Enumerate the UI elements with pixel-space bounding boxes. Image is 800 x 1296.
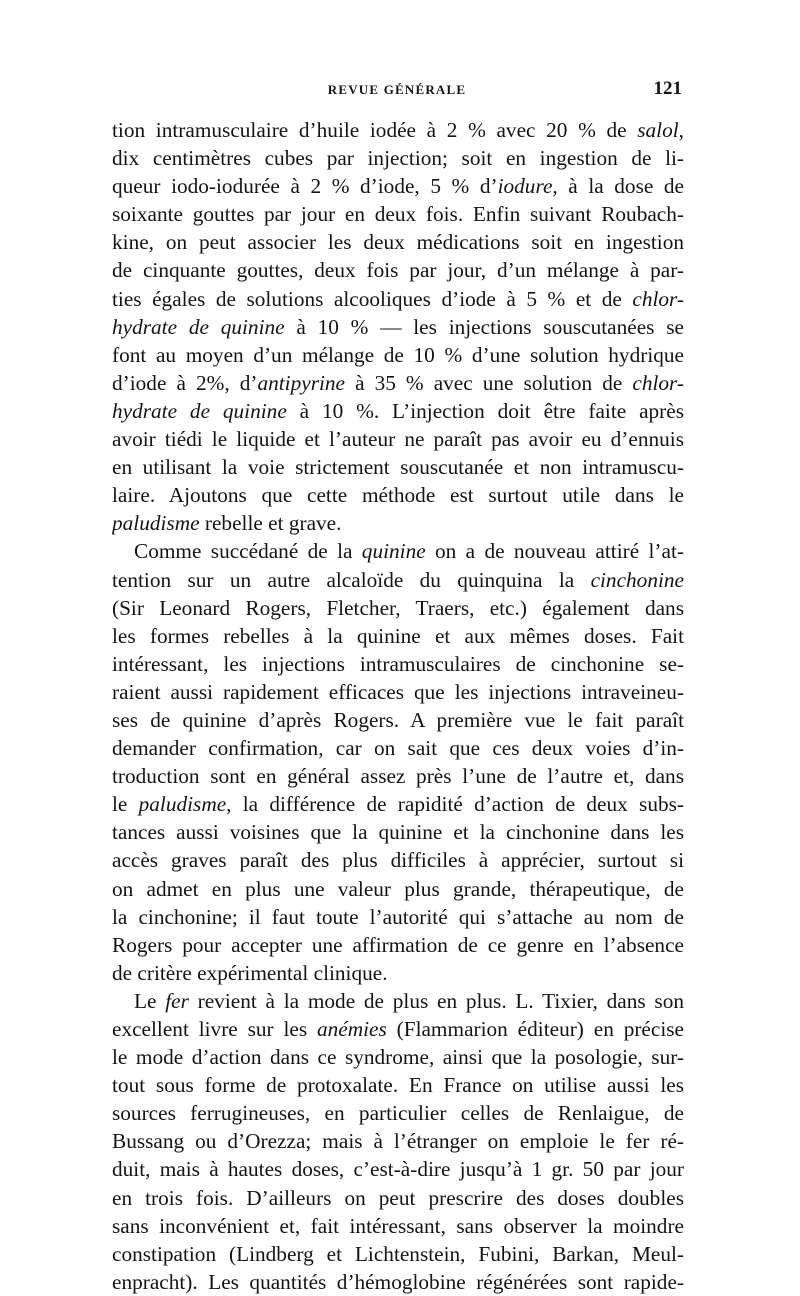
text-line	[112, 228, 684, 256]
text-line	[112, 509, 684, 537]
text-line	[112, 622, 684, 650]
text-segment: duit, mais à hautes doses, c’est-à-dire jusqu’à 1 gr. 50 par jour	[112, 1157, 684, 1182]
text-line	[112, 369, 684, 397]
text-segment: en utilisant la voie strictement souscutanée et non intramuscu-	[112, 455, 684, 480]
text-segment: enpracht). Les quantités d’hémoglobine régénérées sont rapide-	[112, 1269, 684, 1294]
text-segment: (Sir Leonard Rogers, Fletcher, Traers, etc.) également dans	[112, 595, 684, 620]
text-segment: dix centimètres cubes par injection; soit en ingestion de li-	[112, 146, 684, 171]
italic-term: chlor-	[632, 286, 684, 311]
text-segment: kine, on peut associer les deux médications soit en ingestion	[112, 230, 684, 255]
running-head: REVUE GÉNÉRALE	[327, 82, 467, 97]
text-line	[112, 425, 684, 453]
text-segment: constipation (Lindberg et Lichtenstein, Fubini, Barkan, Meul-	[112, 1241, 684, 1266]
italic-term: chlor-	[632, 370, 684, 395]
page-header	[112, 78, 682, 102]
text-line	[112, 313, 684, 341]
text-segment: tion intramusculaire d’huile iodée à 2 % avec 20 % de	[112, 118, 638, 142]
text-line	[112, 144, 684, 172]
text-segment: intéressant, les injections intramusculaires de cinchonine se-	[112, 651, 684, 676]
text-segment: les formes rebelles à la quinine et aux mêmes doses. Fait	[112, 623, 684, 648]
text-line	[112, 959, 684, 987]
text-segment: de cinquante gouttes, deux fois par jour, d’un mélange à par-	[112, 258, 684, 283]
page-number: 121	[653, 78, 682, 99]
text-line	[112, 790, 684, 818]
body-text	[112, 116, 684, 1296]
text-line	[112, 453, 684, 481]
text-segment: laire. Ajoutons que cette méthode est surtout utile dans le	[112, 483, 684, 508]
text-line	[112, 172, 684, 200]
text-segment: sources ferrugineuses, en particulier celles de Renlaigue, de	[112, 1101, 684, 1126]
italic-term: paludisme	[138, 792, 227, 817]
text-segment: ties égales de solutions alcooliques d’iode à 5 % et de	[112, 286, 633, 311]
text-line	[112, 762, 684, 790]
text-segment: on admet en plus une valeur plus grande, thérapeutique, de	[112, 876, 684, 901]
text-segment: demander confirmation, car on sait que ces deux voies d’in-	[112, 736, 684, 761]
italic-term: hydrate de quinine	[112, 398, 287, 423]
text-line	[112, 903, 684, 931]
text-segment: avoir tiédi le liquide et l’auteur ne paraît pas avoir eu d’ennuis	[112, 427, 684, 452]
text-line	[112, 594, 684, 622]
text-line	[112, 1184, 684, 1212]
italic-term: cinchonine	[590, 567, 684, 592]
text-segment: Comme succédané de la	[134, 539, 362, 564]
text-line	[112, 1071, 684, 1099]
italic-term: anémies	[316, 1017, 387, 1041]
text-segment: le	[112, 792, 139, 817]
text-segment: tances aussi voisines que la quinine et la cinchonine dans les	[112, 820, 684, 845]
text-line	[112, 397, 684, 425]
text-line	[112, 706, 684, 734]
text-segment: Le	[134, 988, 166, 1013]
text-segment: revient à la mode de plus en plus. L. Tixier, dans son	[188, 988, 684, 1013]
text-segment: en trois fois. D’ailleurs on peut prescrire des doses doubles	[112, 1185, 684, 1210]
text-line	[112, 875, 684, 903]
text-segment: à 10 %. L’injection doit être faite après	[286, 398, 684, 423]
text-segment: ses de quinine d’après Rogers. A première vue le fait paraît	[112, 707, 684, 732]
text-line	[112, 116, 684, 144]
text-segment: excellent livre sur les	[112, 1017, 317, 1041]
text-segment: on a de nouveau attiré l’at-	[425, 539, 684, 564]
italic-term: hydrate de quinine	[112, 314, 285, 339]
text-segment: le mode d’action dans ce syndrome, ainsi que la posologie, sur-	[112, 1045, 684, 1070]
text-line	[112, 285, 684, 313]
text-line	[112, 1240, 684, 1268]
text-segment: sans inconvénient et, fait intéressant, sans observer la moindre	[112, 1213, 684, 1238]
text-line	[112, 200, 684, 228]
text-segment: Rogers pour accepter une affirmation de ce genre en l’absence	[112, 932, 684, 957]
text-segment: raient aussi rapidement efficaces que les injections intraveineu-	[112, 679, 684, 704]
text-line	[112, 1015, 684, 1043]
text-line	[112, 1099, 684, 1127]
text-line	[112, 846, 684, 874]
text-segment: (Flammarion éditeur) en précise	[386, 1017, 684, 1041]
text-segment: tout sous forme de protoxalate. En France on utilise aussi les	[112, 1073, 684, 1098]
text-line	[112, 566, 684, 594]
text-segment: troduction sont en général assez près l’une de l’autre et, dans	[112, 764, 684, 789]
text-segment: d’iode à 2%, d’	[112, 370, 258, 395]
text-segment: soixante gouttes par jour en deux fois. Enfin suivant Roubach-	[112, 202, 684, 227]
text-segment: Bussang ou d’Orezza; mais à l’étranger on emploie le fer ré-	[112, 1129, 684, 1154]
text-segment: font au moyen d’un mélange de 10 % d’une solution hydrique	[112, 342, 684, 367]
text-line	[112, 678, 684, 706]
text-line	[112, 1212, 684, 1240]
text-segment: , la différence de rapidité d’action de deux subs-	[226, 792, 684, 817]
italic-term: quinine	[361, 539, 426, 564]
text-line	[112, 1268, 684, 1296]
text-segment: rebelle et grave.	[199, 511, 342, 536]
text-line	[112, 341, 684, 369]
text-segment: accès graves paraît des plus difficiles à apprécier, surtout si	[112, 848, 684, 873]
text-segment: queur iodo-iodurée à 2 % d’iode, 5 % d’	[112, 174, 498, 199]
text-line	[112, 818, 684, 846]
text-line	[112, 1127, 684, 1155]
text-segment: tention sur un autre alcaloïde du quinquina la	[112, 567, 591, 592]
text-line	[112, 931, 684, 959]
text-segment: la cinchonine; il faut toute l’autorité qui s’attache au nom de	[112, 904, 684, 929]
text-segment: , à la dose de	[552, 174, 684, 199]
text-line	[112, 987, 684, 1015]
text-line	[112, 481, 684, 509]
text-line	[112, 1155, 684, 1183]
italic-term: iodure	[497, 174, 553, 199]
text-segment: de critère expérimental clinique.	[112, 960, 388, 985]
italic-term: salol	[637, 118, 679, 142]
italic-term: fer	[165, 988, 189, 1013]
text-segment: ,	[678, 118, 684, 142]
text-line	[112, 650, 684, 678]
text-line	[112, 256, 684, 284]
text-segment: à 10 % — les injections souscutanées se	[284, 314, 684, 339]
text-segment: à 35 % avec une solution de	[345, 370, 633, 395]
italic-term: antipyrine	[257, 370, 346, 395]
italic-term: paludisme	[112, 511, 200, 536]
text-line	[112, 734, 684, 762]
text-line	[112, 1043, 684, 1071]
text-line	[112, 537, 684, 565]
